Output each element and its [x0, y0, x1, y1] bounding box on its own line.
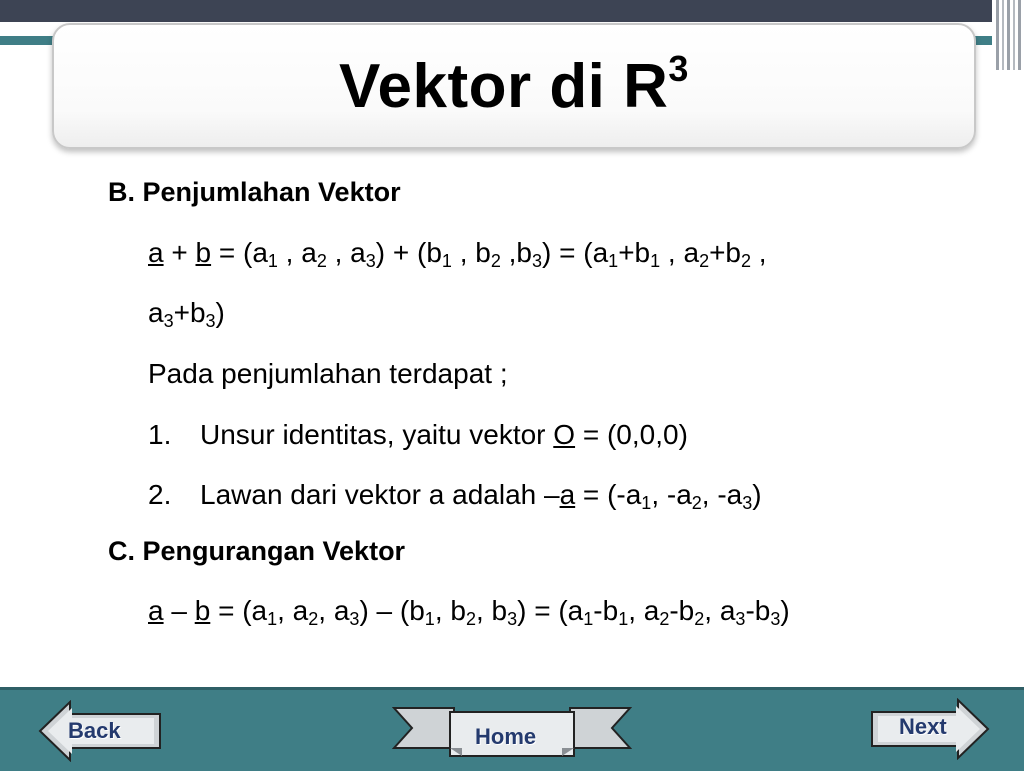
subtraction-formula: $a - b = (a_1$, $a_2$, $a_3) - (b_1$, $b_2$, $b_3) = (a_1-b_1$, $a_2-b_2$, $a_3-b_3$) — [148, 595, 790, 629]
next-button[interactable] — [870, 698, 990, 760]
slide-title: Vektor di $R^3$ — [339, 47, 689, 121]
navigation-bar — [0, 687, 1024, 771]
home-label: Home — [475, 724, 537, 749]
section-b-heading: B. Penjumlahan Vektor — [108, 177, 401, 207]
back-button[interactable] — [38, 700, 164, 762]
title-box — [52, 23, 976, 149]
list-item: 1. Unsur identitas, yaitu vektor O = (0,0,0) — [148, 419, 688, 450]
addition-formula-line2: $a_3+b_3$) — [148, 297, 225, 331]
list-item: 2. Lawan dari vektor a adalah $-a = (-a_1$, $-a_2$, $-a_3$) — [148, 479, 762, 513]
section-c-heading: C. Pengurangan Vektor — [108, 536, 406, 566]
title-superscript: 3 — [668, 47, 689, 89]
corner-decoration — [992, 0, 1024, 70]
back-label: Back — [68, 718, 121, 743]
addition-formula-line1: $a + b = (a_1$ , $a_2$ , $a_3) + (b_1$ , $b_2$ $,b_3) = (a_1+b_1$ , $a_2+b_2$ , — [148, 237, 767, 271]
next-label: Next — [899, 714, 947, 739]
addition-intro: Pada penjumlahan terdapat ; — [148, 358, 508, 389]
top-band — [0, 0, 1024, 22]
home-button[interactable] — [392, 704, 632, 762]
